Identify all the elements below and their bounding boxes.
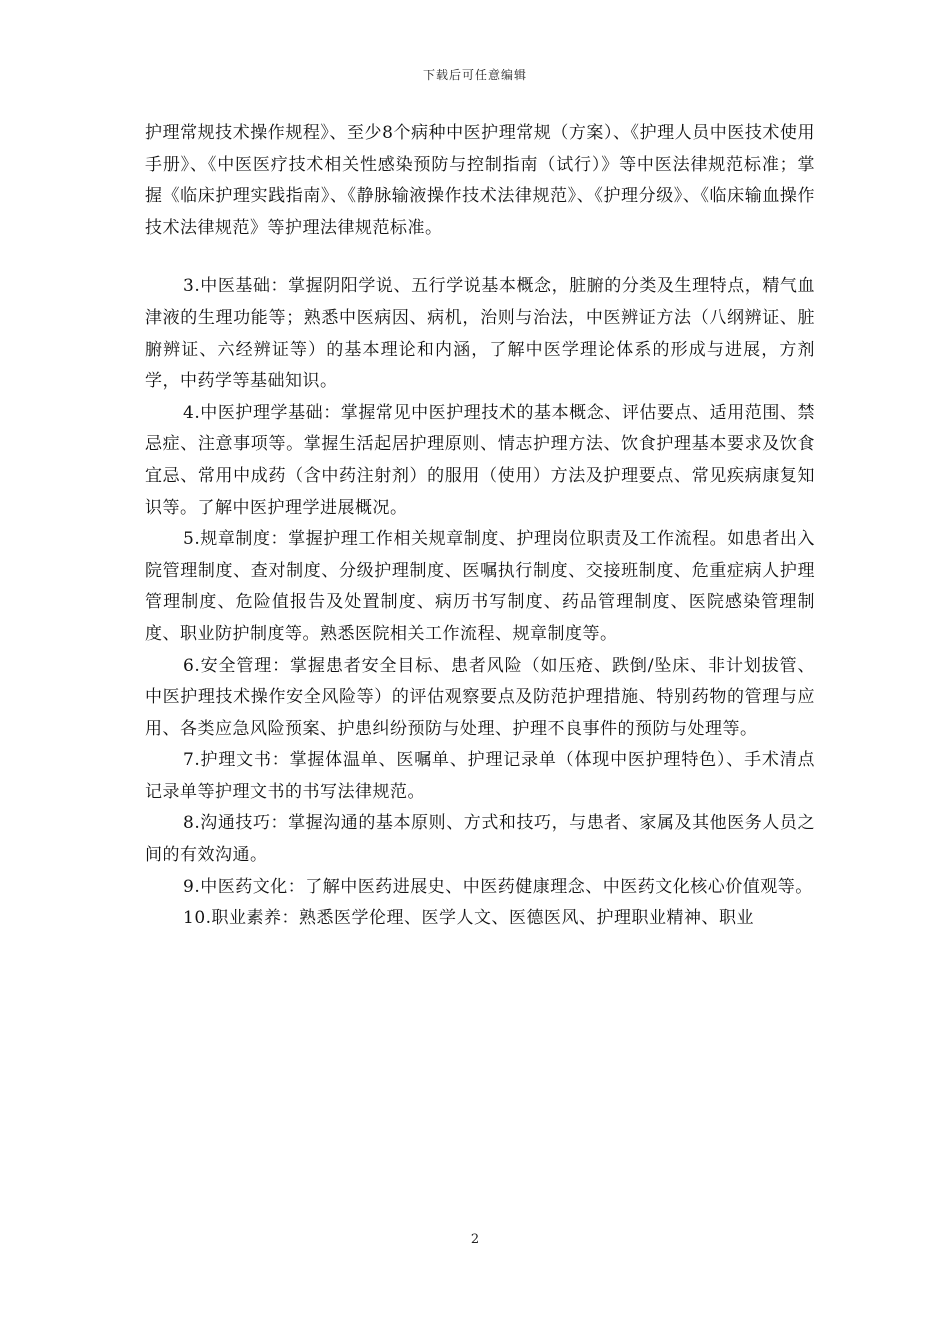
paragraph-gap: [145, 244, 815, 271]
paragraph-item-8: 8.沟通技巧：掌握沟通的基本原则、方式和技巧，与患者、家属及其他医务人员之间的有效沟通。: [145, 813, 815, 866]
paragraph-item-7: 7.护理文书：掌握体温单、医嘱单、护理记录单（体现中医护理特色）、手术清点记录单等护理文书的书写法律规范。: [145, 750, 815, 802]
page-number: 2: [470, 1232, 480, 1247]
paragraph-intro: 护理常规技术操作规程》、至少8个病种中医护理常规（方案）、《护理人员中医技术使用手册》、《中医医疗技术相关性感染预防与控制指南（试行）》等中医法律规范标准；掌握《临床护理实践指南》、《静脉输液操作技术法律规范》、《护理分级》、《临床输血操作技术法律规范》等护理法律规范标准。: [145, 123, 815, 238]
paragraph-item-3: 3.中医基础：掌握阴阳学说、五行学说基本概念，脏腑的分类及生理特点，精气血津液的生理功能等；熟悉中医病因、病机，治则与治法，中医辨证方法（八纲辨证、脏腑辨证、六经辨证等）的基本理论和内涵，了解中医学理论体系的形成与进展，方剂学，中药学等基础知识。: [145, 276, 815, 392]
paragraph-item-9: 9.中医药文化：了解中医药进展史、中医药健康理念、中医药文化核心价值观等。: [183, 876, 813, 897]
paragraph-item-5: 5.规章制度：掌握护理工作相关规章制度、护理岗位职责及工作流程。如患者出入院管理制度、查对制度、分级护理制度、医嘱执行制度、交接班制度、危重症病人护理管理制度、危险值报告及处置制度、病历书写制度、药品管理制度、医院感染管理制度、职业防护制度等。熟悉医院相关工作流程、规章制度等。: [145, 529, 815, 644]
paragraph-item-4: 4.中医护理学基础：掌握常见中医护理技术的基本概念、评估要点、适用范围、禁忌症、注意事项等。掌握生活起居护理原则、情志护理方法、饮食护理基本要求及饮食宜忌、常用中成药（含中药注射剂）的服用（使用）方法及护理要点、常见疾病康复知识等。了解中医护理学进展概况。: [145, 402, 815, 518]
page-header: 下载后可任意编辑: [422, 68, 527, 82]
paragraph-item-10: 10.职业素养：熟悉医学伦理、医学人文、医德医风、护理职业精神、职业: [183, 908, 755, 929]
paragraph-item-6: 6.安全管理：掌握患者安全目标、患者风险（如压疮、跌倒/坠床、非计划拔管、中医护理技术操作安全风险等）的评估观察要点及防范护理措施、特别药物的管理与应用、各类应急风险预案、护患纠纷预防与处理、护理不良事件的预防与处理等。: [145, 655, 815, 739]
document-body: [145, 118, 815, 935]
